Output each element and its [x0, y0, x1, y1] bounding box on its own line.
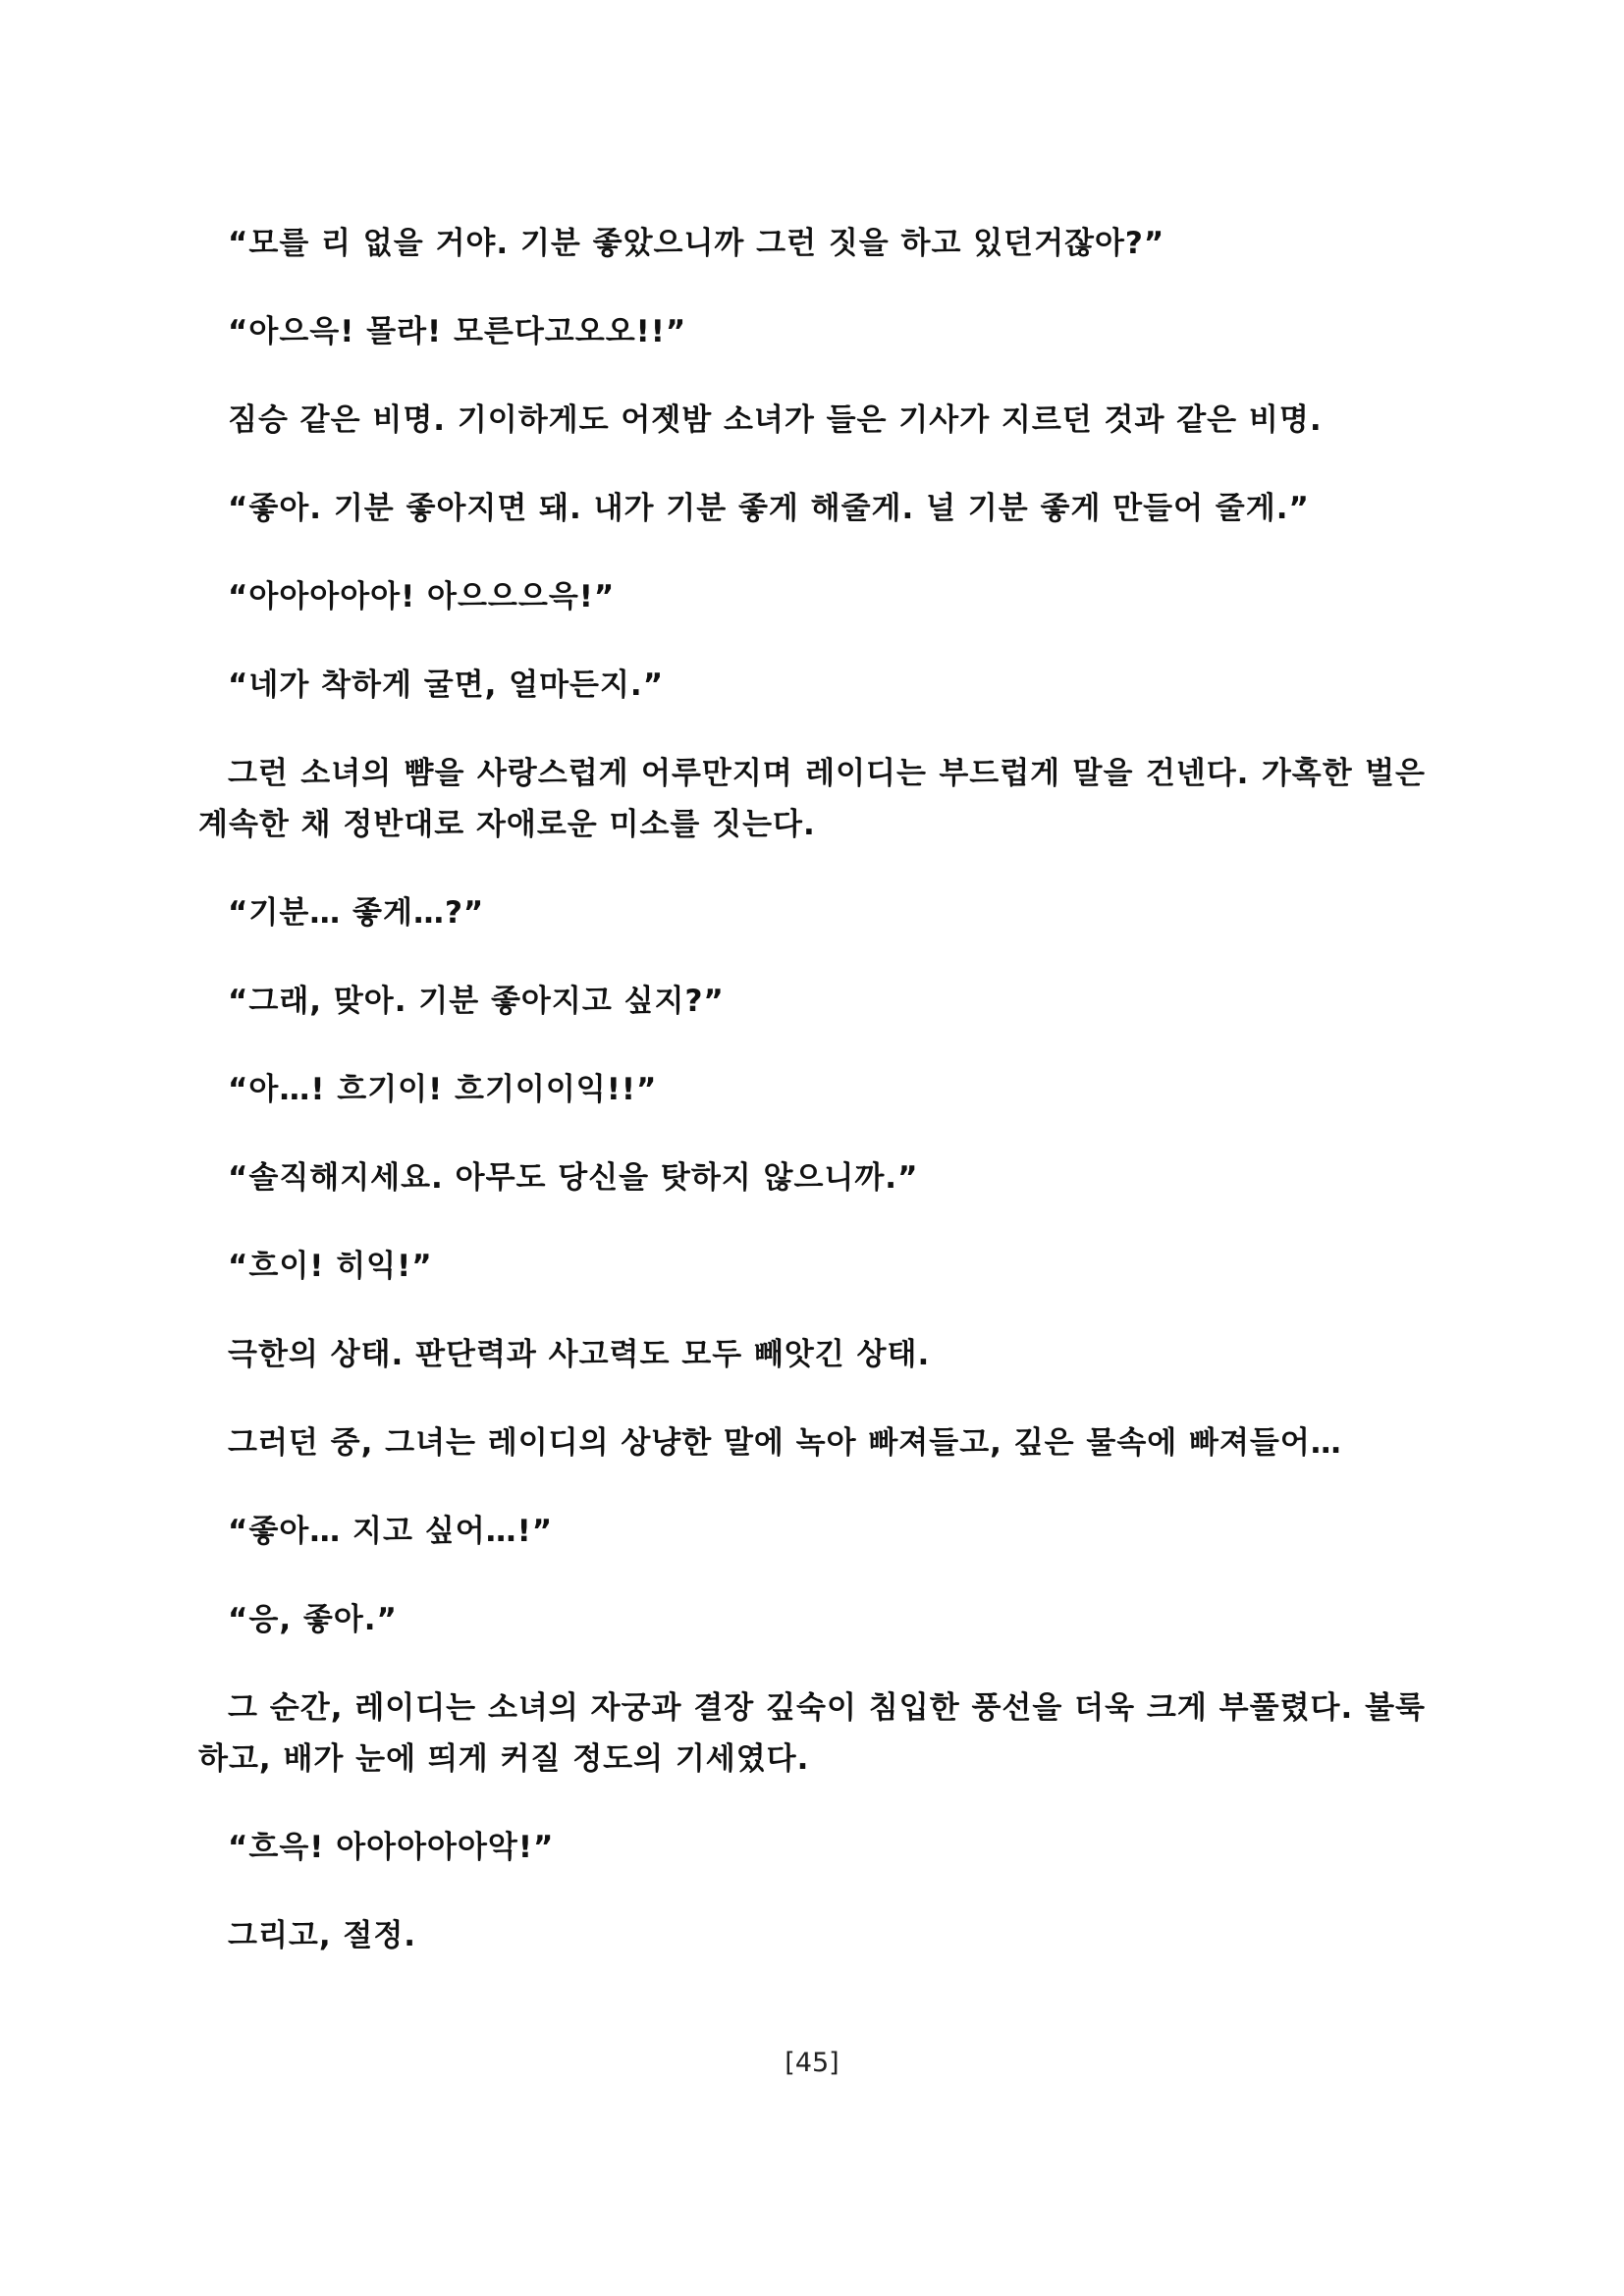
paragraph-19: 그리고, 절정. — [228, 1918, 417, 1953]
page-number: [45] — [785, 2048, 839, 2078]
paragraph-5: “아아아아아! 아으으으윽!” — [228, 579, 616, 614]
paragraph-15: “좋아… 지고 싶어…!” — [228, 1514, 554, 1549]
paragraph-7: 그런 소녀의 뺨을 사랑스럽게 어루만지며 레이디는 부드럽게 말을 건넨다. 가혹한 벌은 계속한 채 정반대로 자애로운 미소를 짓는다. — [198, 756, 1426, 842]
paragraph-17: 그 순간, 레이디는 소녀의 자궁과 결장 깊숙이 침입한 풍선을 더욱 크게 부풀렸다. 불룩하고, 배가 눈에 띄게 커질 정도의 기세였다. — [198, 1690, 1426, 1777]
paragraph-3: 짐승 같은 비명. 기이하게도 어젯밤 소녀가 들은 기사가 지르던 것과 같은 비명. — [228, 402, 1323, 438]
paragraph-8: “기분… 좋게…?” — [228, 895, 485, 931]
paragraph-11: “솔직해지세요. 아무도 당신을 탓하지 않으니까.” — [228, 1160, 919, 1196]
paragraph-6: “네가 착하게 굴면, 얼마든지.” — [228, 667, 665, 703]
page-body — [198, 218, 1426, 1961]
paragraph-16: “응, 좋아.” — [228, 1602, 398, 1637]
paragraph-18: “흐윽! 아아아아아악!” — [228, 1830, 555, 1865]
paragraph-12: “흐이! 히익!” — [228, 1249, 433, 1284]
paragraph-13: 극한의 상태. 판단력과 사고력도 모두 빼앗긴 상태. — [228, 1337, 931, 1372]
paragraph-2: “아으윽! 몰라! 모른다고오오!!” — [228, 314, 687, 349]
paragraph-14: 그러던 중, 그녀는 레이디의 상냥한 말에 녹아 빠져들고, 깊은 물속에 빠져들어… — [228, 1425, 1342, 1461]
paragraph-4: “좋아. 기분 좋아지면 돼. 내가 기분 좋게 해줄게. 널 기분 좋게 만들어 줄게.” — [228, 491, 1310, 526]
paragraph-10: “아…! 흐기이! 흐기이이익!!” — [228, 1072, 658, 1107]
paragraph-9: “그래, 맞아. 기분 좋아지고 싶지?” — [228, 984, 725, 1019]
paragraph-1: “모를 리 없을 거야. 기분 좋았으니까 그런 짓을 하고 있던거잖아?” — [228, 226, 1165, 261]
